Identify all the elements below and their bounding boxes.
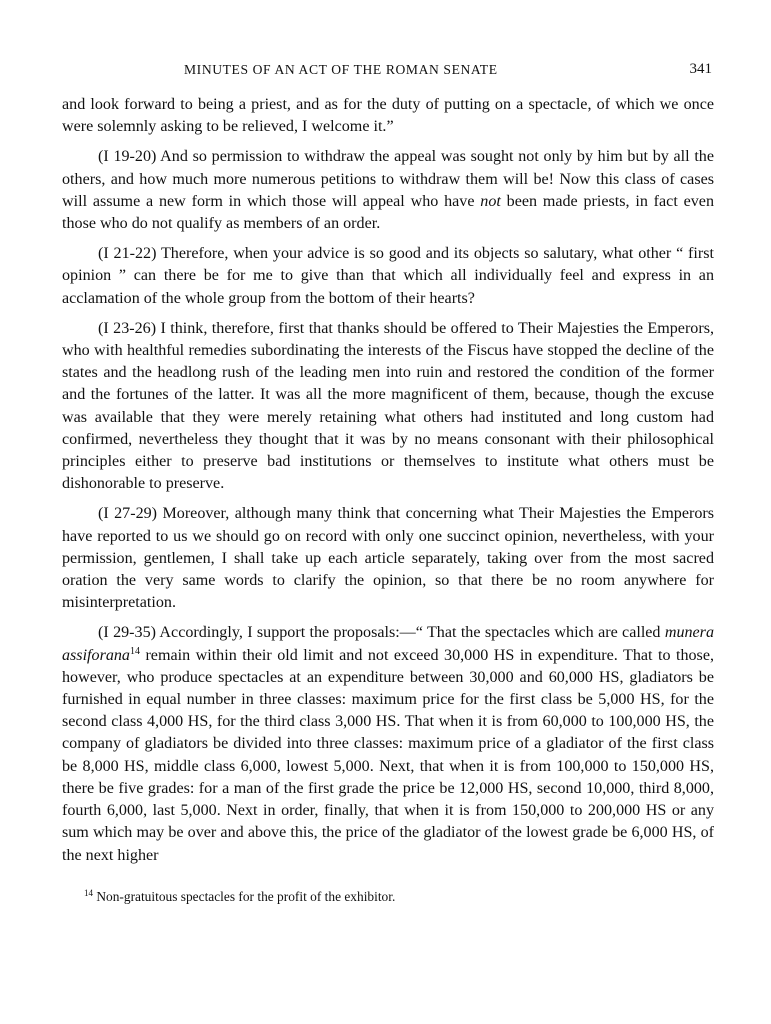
paragraph-i-29-35	[62, 622, 714, 866]
paragraph-text: (I 21-22) Therefore, when your advice is so good and its objects so salutary, what other “ first opinion ” can there be for me to give than that which all individually feel and express in an acclamation of the whole group from the bottom of their hearts?	[62, 245, 714, 307]
page-number: 341	[689, 61, 712, 77]
paragraph-text: (I 27-29) Moreover, although many think that concerning what Their Majesties the Emperors have reported to us we should go on record with only one succinct opinion, nevertheless, with your permission, gentlemen, I shall take up each article separately, taking over from the most sacred oration the very same words to clarify the opinion, so that there be no room anywhere for misinterpretation.	[62, 505, 714, 612]
paragraph-text: (I 19-20) And so permission to withdraw the appeal was sought not only by him but by all the others, and how much more numerous petitions to withdraw them will be! Now this class of cases will assume a new form in which those will appeal who have	[62, 148, 714, 210]
paragraph-i-27-29	[62, 503, 714, 614]
book-page	[62, 60, 714, 905]
paragraph-text: been made priests, in fact even those who do not qualify as members of an order.	[62, 192, 714, 233]
paragraph-text: (I 23-26) I think, therefore, first that thanks should be offered to Their Majesties the Emperors, who with healthful remedies subordinating the interests of the Fiscus have stopped the decline of the states and the headlong rush of the leading men into ruin and restored the condition of the former and the fortunes of the latter. It was all the more magnificent of them, because, though the excuse was available that they were merely retaining what others had instituted and long custom had confirmed, nevertheless they thought that it was by no means consonant with their philosophical principles either to preserve bad institutions or themselves to institute what others must be dishonorable to preserve.	[62, 319, 714, 493]
footnote-reference: 14	[129, 645, 140, 657]
footnote-mark: 14	[84, 887, 93, 898]
body-text	[62, 94, 714, 867]
running-head-title: MINUTES OF AN ACT OF THE ROMAN SENATE	[184, 62, 498, 77]
paragraph-i-21-22	[62, 243, 714, 310]
emphasis-text: munera assiforana	[62, 624, 714, 664]
footnote	[62, 889, 714, 905]
paragraph-text: and look forward to being a priest, and as for the duty of putting on a spectacle, of which we once were solemnly asking to be relieved, I welcome it.”	[62, 96, 714, 136]
paragraph-text: remain within their old limit and not exceed 30,000 HS in expenditure. That to those, however, who produce spectacles at an expenditure between 30,000 and 60,000 HS, gladiators be furnished in equal number in three classes: maximum price for the first class be 5,000 HS, for the second class 4,000 HS, for the third class 3,000 HS. That when it is from 60,000 to 100,000 HS, the company of gladiators be divided into three classes: maximum price of a gladiator of the first class be 8,000 HS, middle class 6,000, lowest 5,000. Next, that when it is from 100,000 to 150,000 HS, there be five grades: for a man of the first grade the price be 12,000 HS, second 10,000, third 8,000, fourth 6,000, last 5,000. Next in order, finally, that when it is from 150,000 to 200,000 HS or any sum which may be over and above this, the price of the gladiator of the lowest grade be 6,000 HS, of the next higher	[62, 646, 714, 864]
footnote-text: Non-gratuitous spectacles for the profit of the exhibitor.	[93, 888, 396, 904]
paragraph-i-23-26	[62, 318, 714, 496]
paragraph-i-19-20	[62, 146, 714, 235]
paragraph-continued	[62, 94, 714, 138]
emphasis-text: not	[480, 192, 501, 210]
running-head	[62, 60, 714, 84]
paragraph-text: (I 29-35) Accordingly, I support the proposals:—“ That the spectacles which are called	[98, 624, 665, 642]
